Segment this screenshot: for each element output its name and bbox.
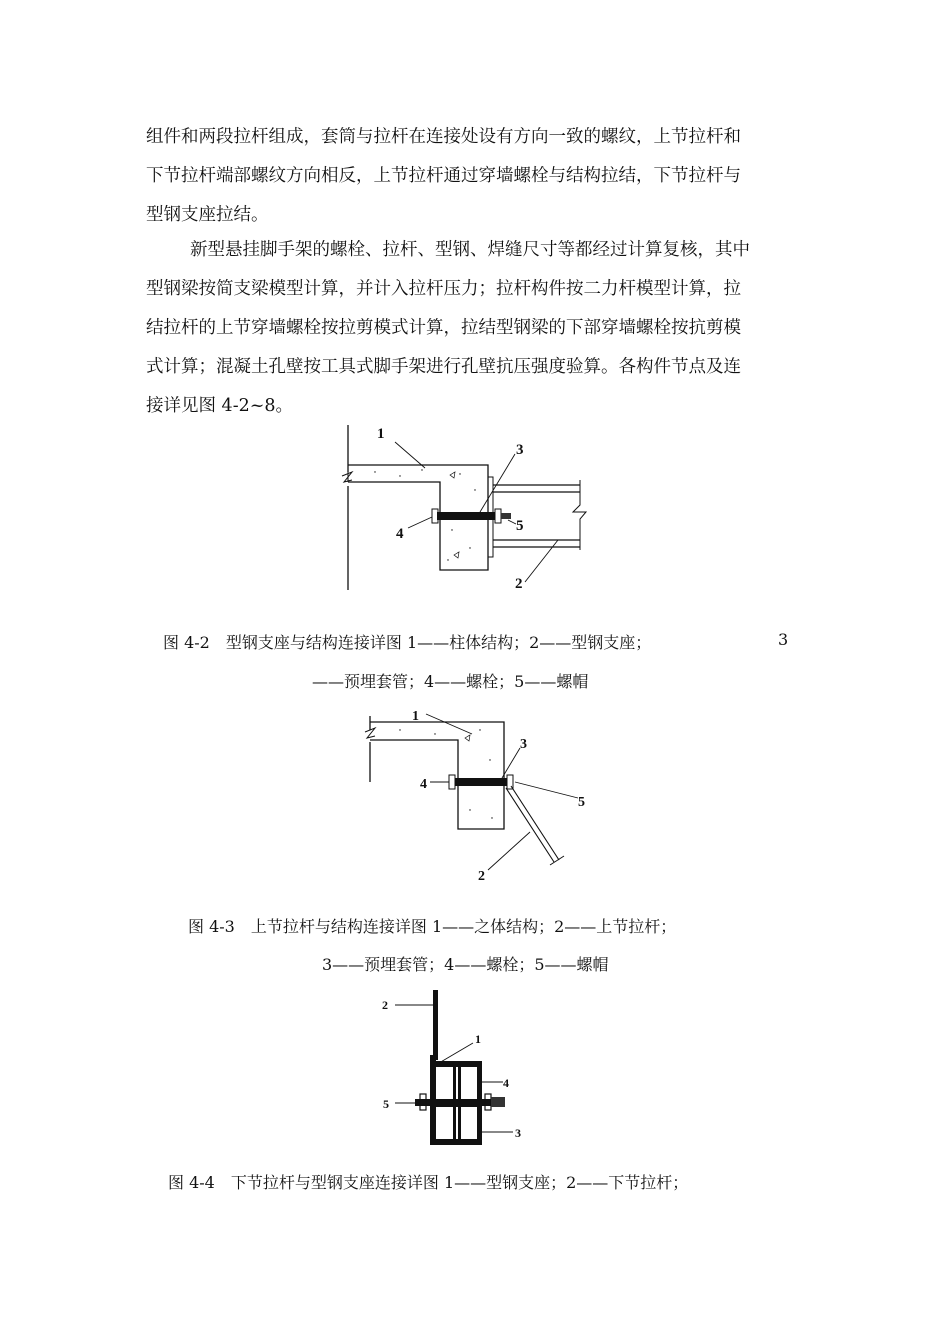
fig42-label-2: 2 [515,576,523,592]
fig44-label-3: 3 [515,1126,521,1140]
fig43-label-1: 1 [412,709,419,724]
fig42-label-4: 4 [396,526,404,542]
figure-4-3-caption-line-1: 图 4-3 上节拉杆与结构连接详图 1——之体结构；2——上节拉杆； [188,917,677,936]
fig42-label-5: 5 [516,518,524,534]
paragraph-2-line-5: 接详见图 4-2~8。 [146,396,294,416]
figure-4-3-drawing [360,700,600,890]
fig44-label-2: 2 [382,998,388,1012]
paragraph-1-line-1: 组件和两段拉杆组成，套筒与拉杆在连接处设有方向一致的螺纹，上节拉杆和 [146,127,741,147]
paragraph-2-line-3: 结拉杆的上节穿墙螺栓按拉剪模式计算，拉结型钢梁的下部穿墙螺栓按抗剪模 [146,318,741,338]
figure-4-2-drawing [330,420,620,600]
figure-4-4-drawing [375,985,545,1150]
fig44-label-5: 5 [383,1097,389,1111]
paragraph-1-line-3: 型钢支座拉结。 [146,205,269,225]
fig42-label-3: 3 [516,442,524,458]
fig43-label-5: 5 [578,795,585,810]
paragraph-2-line-1: 新型悬挂脚手架的螺栓、拉杆、型钢、焊缝尺寸等都经过计算复核，其中 [190,240,750,260]
figure-4-2-caption-text: 图 4-2 型钢支座与结构连接详图 1——柱体结构；2——型钢支座； [163,633,652,652]
figure-4-4-caption-line-1: 图 4-4 下节拉杆与型钢支座连接详图 1——型钢支座；2——下节拉杆； [168,1173,689,1192]
figure-4-2-caption-line-1 [163,630,651,653]
paragraph-2-line-4: 式计算；混凝土孔壁按工具式脚手架进行孔壁抗压强度验算。各构件节点及连 [146,357,741,377]
fig44-label-4: 4 [503,1076,509,1090]
paragraph-1-line-2: 下节拉杆端部螺纹方向相反，上节拉杆通过穿墙螺栓与结构拉结，下节拉杆与 [146,166,741,186]
paragraph-2 [146,231,806,426]
fig44-label-1: 1 [475,1032,481,1046]
fig43-label-4: 4 [420,777,427,792]
figure-4-2-caption-tail: 3 [778,630,789,649]
fig43-label-3: 3 [520,737,527,752]
paragraph-2-line-2: 型钢梁按简支梁模型计算，并计入拉杆压力；拉杆构件按二力杆模型计算，拉 [146,279,741,299]
figure-4-2-caption-line-2: ——预埋套管；4——螺栓；5——螺帽 [312,672,589,691]
fig43-label-2: 2 [478,869,485,884]
figure-4-3-caption-line-2: 3——预埋套管；4——螺栓；5——螺帽 [322,955,609,974]
paragraph-1 [146,118,806,235]
fig42-label-1: 1 [377,426,385,442]
